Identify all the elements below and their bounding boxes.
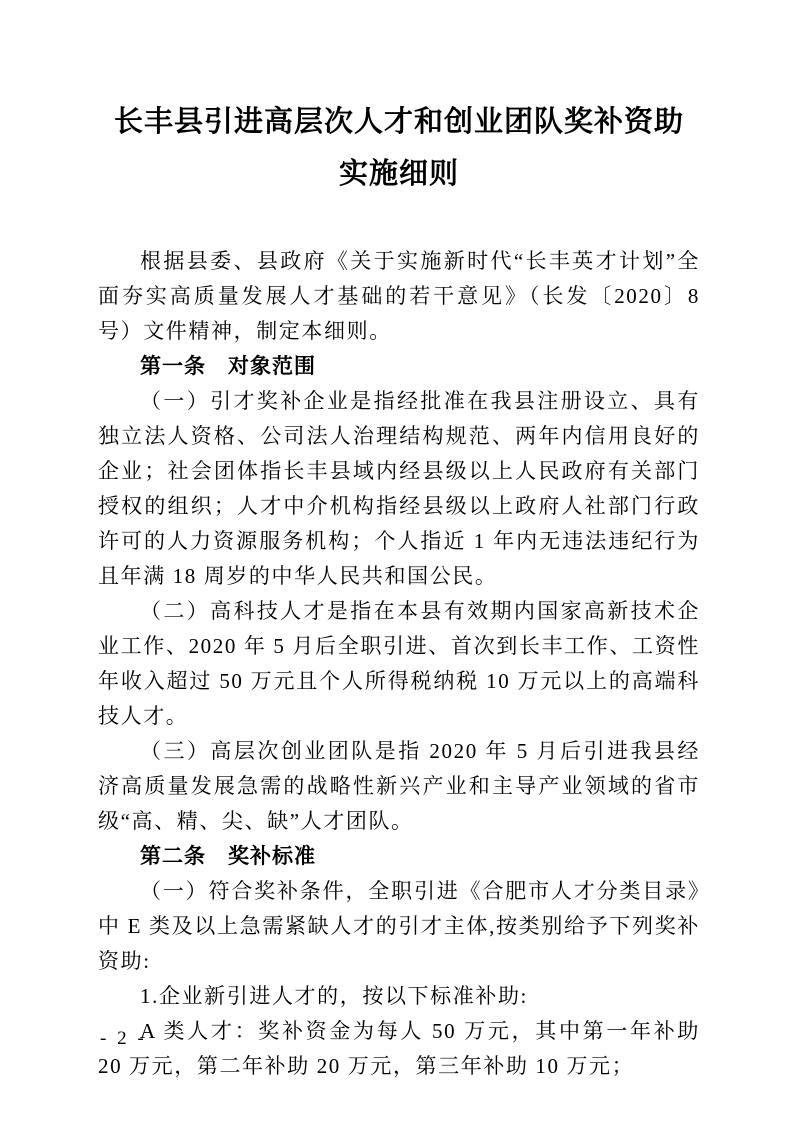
- paragraph: （二）高科技人才是指在本县有效期内国家高新技术企业工作、2020 年 5 月后全职引进、首次到长丰工作、工资性年收入超过 50 万元且个人所得税纳税 10 万元以上的高端科技人才。: [98, 599, 700, 728]
- paragraph: 1.企业新引进人才的，按以下标准补助:: [140, 984, 528, 1008]
- document-title-line-2: 实施细则: [338, 158, 459, 190]
- document-title: [98, 96, 700, 200]
- section-heading: 第二条 奖补标准: [140, 845, 316, 868]
- paragraph: A 类人才：奖补资金为每人 50 万元，其中第一年补助 20 万元，第二年补助 20 万元，第三年补助 10 万元；: [98, 1019, 700, 1078]
- page-number: - 2 -: [100, 1028, 147, 1049]
- paragraph: （一）符合奖补条件，全职引进《合肥市人才分类目录》中 E 类及以上急需紧缺人才的引才主体,按类别给予下列奖补资助:: [98, 879, 700, 973]
- section-heading: 第一条 对象范围: [140, 355, 316, 378]
- paragraph: （一）引才奖补企业是指经批准在我县注册设立、具有独立法人资格、公司法人治理结构规范、两年内信用良好的企业；社会团体指长丰县域内经县级以上人民政府有关部门授权的组织；人才中介机构指经县级以上政府人社部门行政许可的人力资源服务机构；个人指近 1 年内无违法违纪行为且年满 18 周岁的中华人民共和国公民。: [98, 389, 700, 588]
- document-title-line-1: 长丰县引进高层次人才和创业团队奖补资助: [113, 106, 684, 138]
- paragraph: 根据县委、县政府《关于实施新时代“长丰英才计划”全面夯实高质量发展人才基础的若干意见》（长发〔2020〕8 号）文件精神，制定本细则。: [98, 249, 700, 343]
- document-body: [98, 244, 700, 1084]
- paragraph: （三）高层次创业团队是指 2020 年 5 月后引进我县经济高质量发展急需的战略性新兴产业和主导产业领域的省市级“高、精、尖、缺”人才团队。: [98, 739, 700, 833]
